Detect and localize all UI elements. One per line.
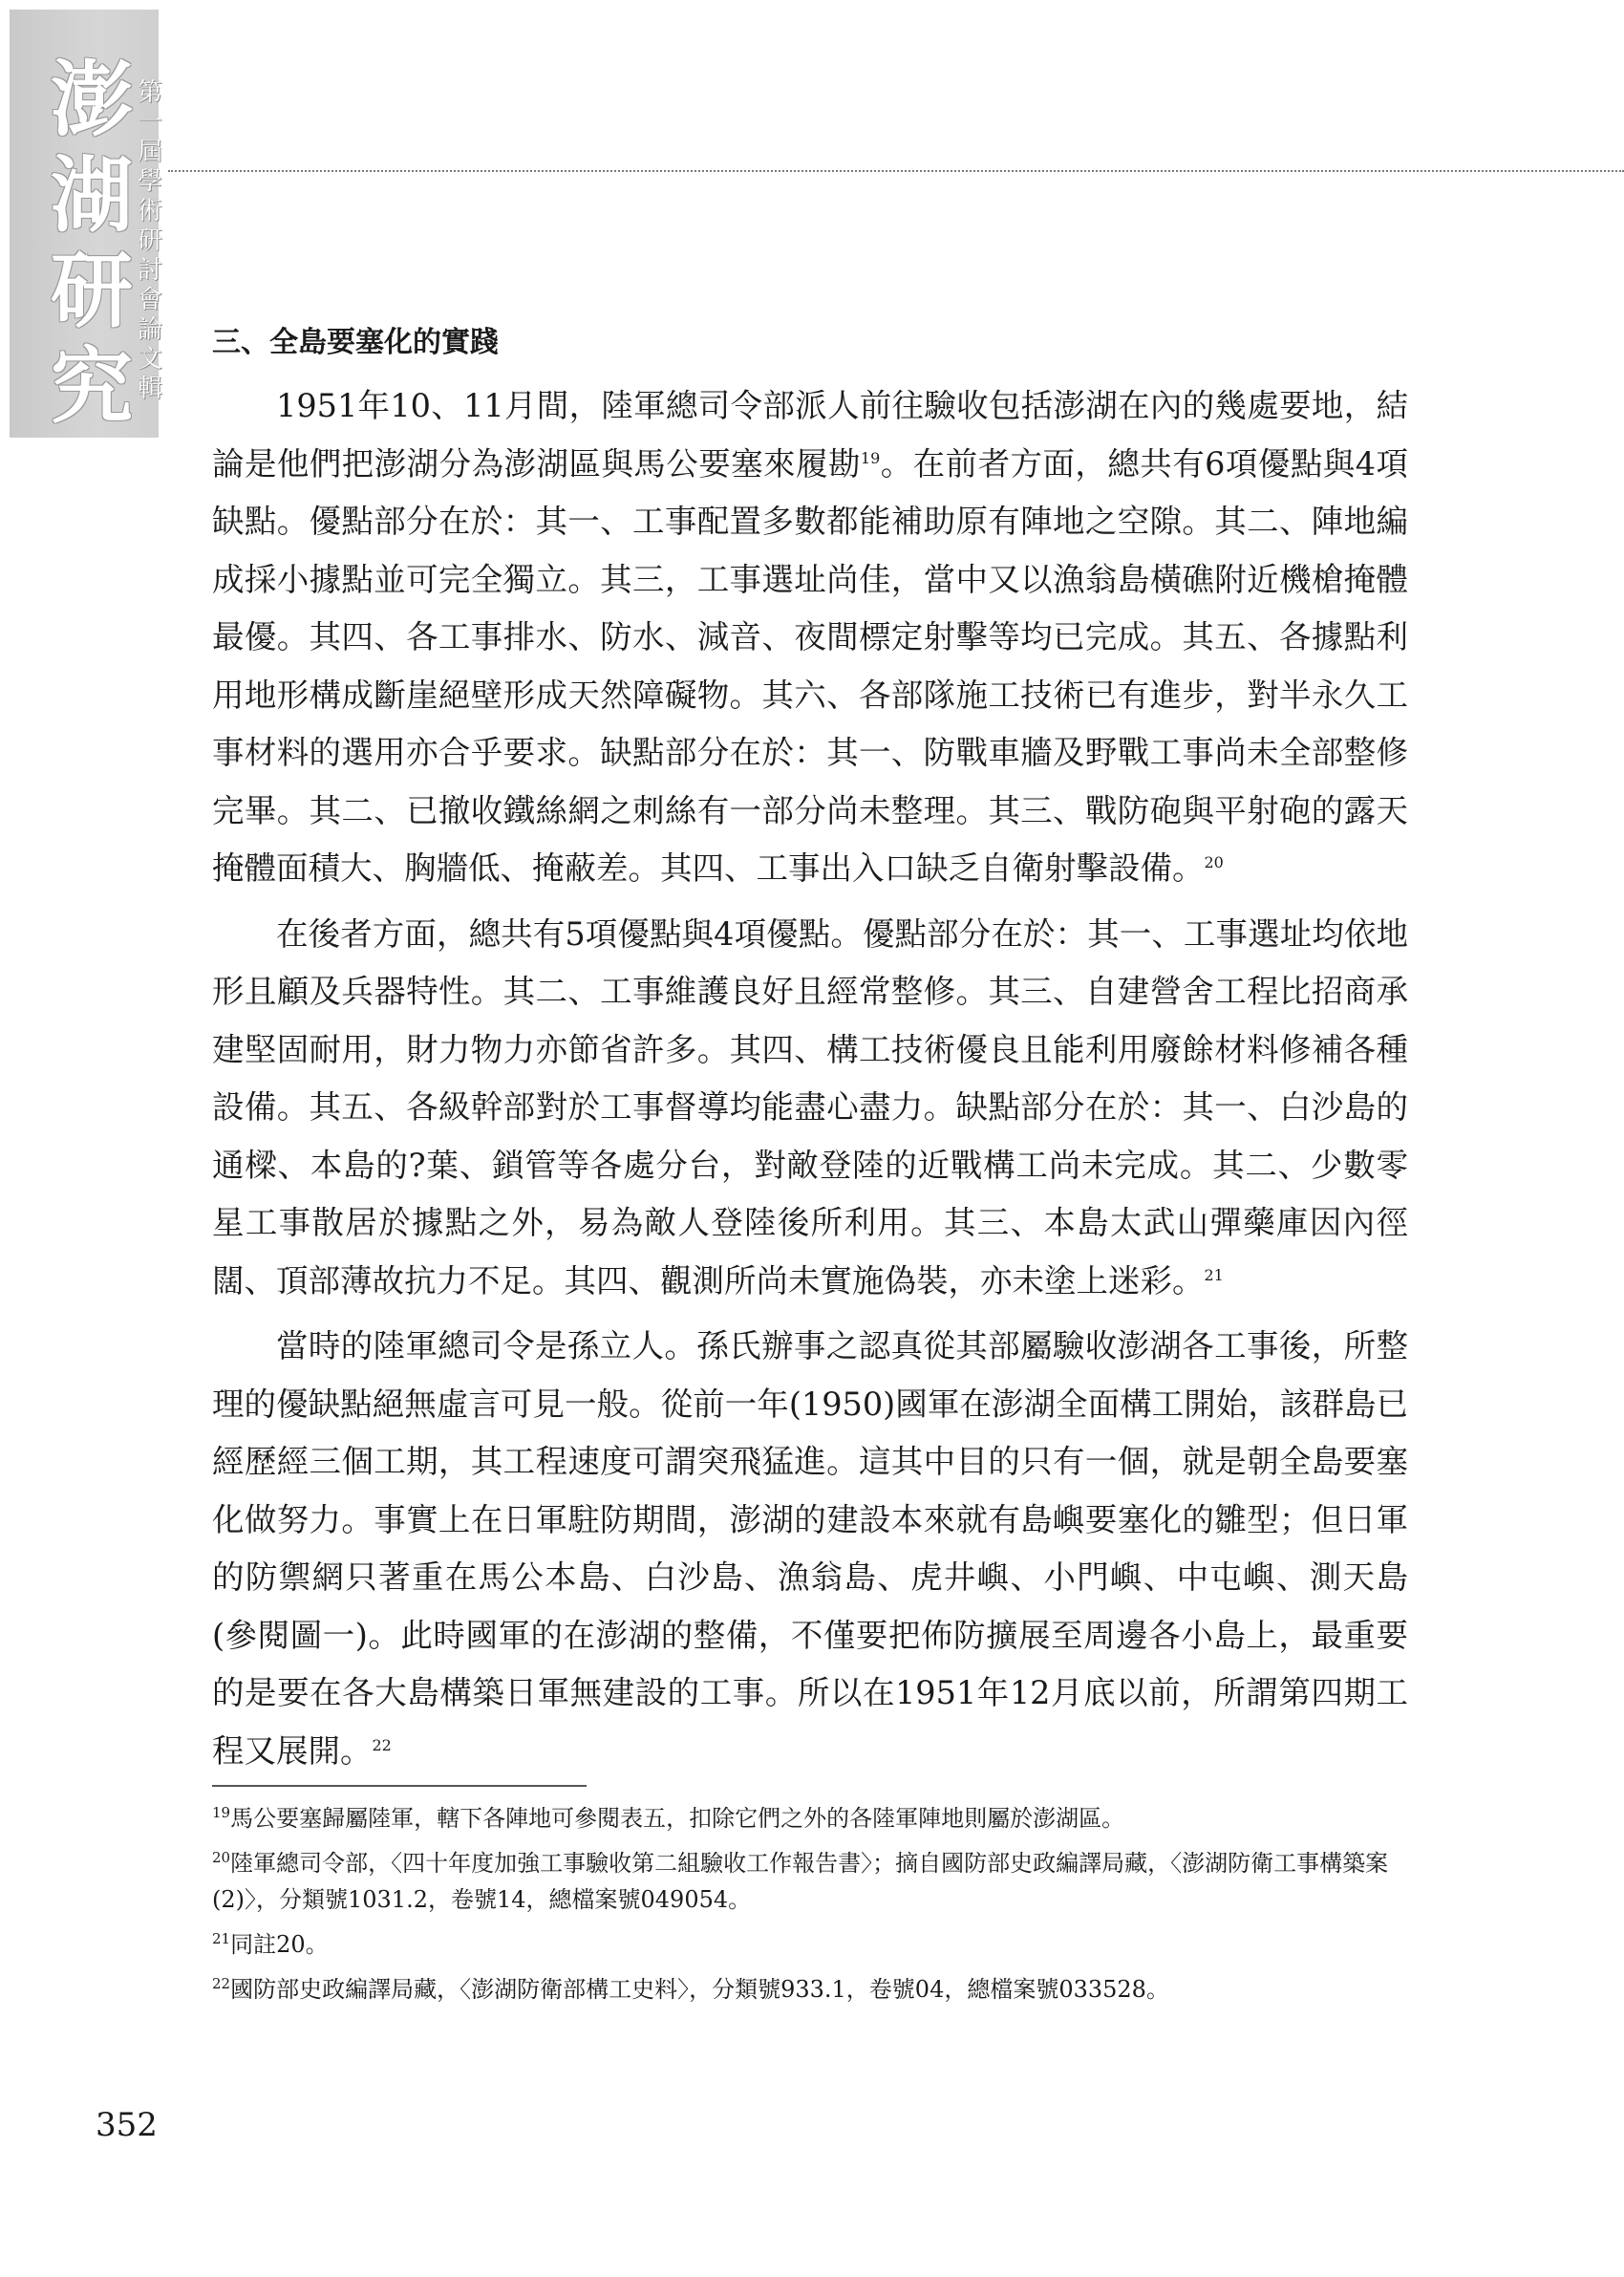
footnote-number: 22	[212, 1975, 231, 1992]
footnote-ref-22: 22	[372, 1735, 392, 1754]
footnote-item	[212, 1845, 1408, 1918]
paragraph-2	[212, 906, 1408, 1311]
section-heading: 三、全島要塞化的實踐	[212, 326, 499, 359]
footnote-ref-19: 19	[860, 448, 881, 467]
footnote-divider	[212, 1785, 587, 1787]
journal-subtitle: 第一屆學術研討會論文輯	[137, 78, 162, 403]
footnote-ref-20: 20	[1204, 852, 1224, 871]
paragraph-1	[212, 377, 1408, 898]
footnotes	[212, 1800, 1408, 2016]
footnote-text: 馬公要塞歸屬陸軍，轄下各陣地可參閱表五，扣除它們之外的各陸軍陣地則屬於澎湖區。	[230, 1805, 1125, 1832]
paragraph-3	[212, 1318, 1408, 1780]
header-dotted-rule	[168, 170, 1624, 172]
footnote-number: 21	[212, 1930, 231, 1947]
paragraph-1-text-a: 1951年10、11月間，陸軍總司令部派人前往驗收包括澎湖在內的幾處要地，結論是他們把澎湖分為澎湖區與馬公要塞來履勘	[212, 387, 1408, 483]
footnote-number: 19	[212, 1804, 231, 1821]
journal-title: 澎湖研究	[51, 52, 133, 435]
footnote-text: 國防部史政編譯局藏，〈澎湖防衛部構工史料〉，分類號933.1，卷號04，總檔案號033528。	[230, 1976, 1169, 2003]
paragraph-1-text-b: 。在前者方面，總共有6項優點與4項缺點。優點部分在於：其一、工事配置多數都能補助原有陣地之空隙。其二、陣地編成採小據點並可完全獨立。其三，工事選址尚佳，當中又以漁翁島橫礁附近機槍掩體最優。其四、各工事排水、防水、減音、夜間標定射擊等均已完成。其五、各據點利用地形構成斷崖絕壁形成天然障礙物。其六、各部隊施工技術已有進步，對半永久工事材料的選用亦合乎要求。缺點部分在於：其一、防戰車牆及野戰工事尚未全部整修完畢。其二、已撤收鐵絲網之刺絲有一部分尚未整理。其三、戰防砲與平射砲的露天掩體面積大、胸牆低、掩蔽差。其四、工事出入口缺乏自衛射擊設備。	[212, 444, 1408, 887]
paragraph-3-text: 當時的陸軍總司令是孫立人。孫氏辦事之認真從其部屬驗收澎湖各工事後，所整理的優缺點絕無虛言可見一般。從前一年(1950)國軍在澎湖全面構工開始，該群島已經歷經三個工期，其工程速度可謂突飛猛進。這其中目的只有一個，就是朝全島要塞化做努力。事實上在日軍駐防期間，澎湖的建設本來就有島嶼要塞化的雛型；但日軍的防禦網只著重在馬公本島、白沙島、漁翁島、虎井嶼、小門嶼、中屯嶼、測天島(參閱圖一)。此時國軍的在澎湖的整備，不僅要把佈防擴展至周邊各小島上，最重要的是要在各大島構築日軍無建設的工事。所以在1951年12月底以前，所謂第四期工程又展開。	[212, 1327, 1408, 1770]
footnote-text: 同註20。	[230, 1931, 329, 1958]
side-tab	[10, 10, 162, 438]
page-number: 352	[96, 2106, 158, 2144]
footnote-item	[212, 1926, 1408, 1963]
footnote-ref-21: 21	[1204, 1265, 1224, 1284]
footnote-text: 陸軍總司令部，〈四十年度加強工事驗收第二組驗收工作報告書〉；摘自國防部史政編譯局藏，〈澎湖防衛工事構築案(2)〉，分類號1031.2，卷號14，總檔案號049054。	[212, 1850, 1389, 1913]
main-content	[212, 318, 1408, 1788]
footnote-number: 20	[212, 1849, 231, 1866]
paragraph-2-text: 在後者方面，總共有5項優點與4項優點。優點部分在於：其一、工事選址均依地形且顧及兵器特性。其二、工事維護良好且經常整修。其三、自建營舍工程比招商承建堅固耐用，財力物力亦節省許多。其四、構工技術優良且能利用廢餘材料修補各種設備。其五、各級幹部對於工事督導均能盡心盡力。缺點部分在於：其一、白沙島的通樑、本島的?葉、鎖管等各處分台，對敵登陸的近戰構工尚未完成。其二、少數零星工事散居於據點之外，易為敵人登陸後所利用。其三、本島太武山彈藥庫因內徑闊、頂部薄故抗力不足。其四、觀測所尚未實施偽裝，亦未塗上迷彩。	[212, 914, 1408, 1300]
footnote-item	[212, 1800, 1408, 1837]
footnote-item	[212, 1971, 1408, 2008]
